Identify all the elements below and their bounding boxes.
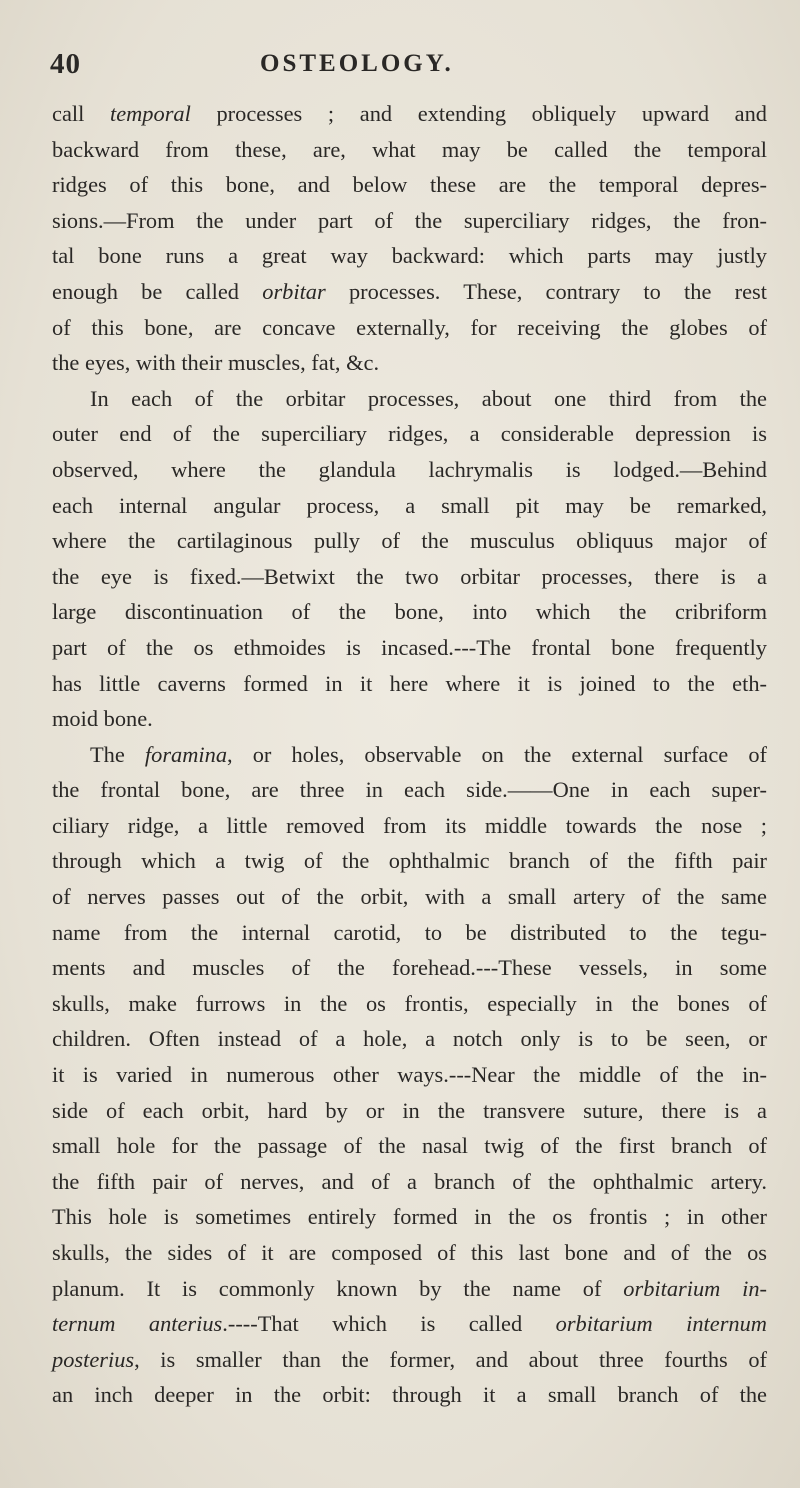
text-line: of this bone, are concave externally, for receiving the globes of [52, 314, 767, 340]
page-header [50, 48, 740, 88]
text-line: the eye is fixed.—Betwixt the two orbitar processes, there is a [52, 563, 767, 589]
text-line: skulls, the sides of it are composed of this last bone and of the os [52, 1240, 767, 1265]
paragraph-temporal-orbitar [52, 96, 767, 381]
text-line: In each of the orbitar processes, about one third from the [90, 385, 767, 411]
text-line: ridges of this bone, and below these are the temporal depres- [52, 172, 767, 198]
text-line: it is varied in numerous other ways.---Near the middle of the in- [52, 1062, 767, 1088]
text-line: This hole is sometimes entirely formed in the os frontis ; in other [52, 1204, 767, 1230]
text-line: skulls, make furrows in the os frontis, especially in the bones of [52, 990, 767, 1016]
text-line: call temporal processes ; and extending obliquely upward and [52, 101, 768, 126]
text-line: has little caverns formed in it here where it is joined to the eth- [52, 670, 767, 696]
text-line: the frontal bone, are three in each side.——One in each super- [52, 777, 767, 803]
text-line: the fifth pair of nerves, and of a branch of the ophthalmic artery. [52, 1168, 767, 1194]
text-line: planum. It is commonly known by the name of orbitarium in- [52, 1275, 768, 1301]
text-line: sions.—From the under part of the superciliary ridges, the fron- [52, 207, 767, 233]
text-line: children. Often instead of a hole, a notch only is to be seen, or [52, 1026, 767, 1052]
text-line: backward from these, are, what may be called the temporal [52, 136, 767, 162]
text-line: through which a twig of the ophthalmic branch of the fifth pair [52, 848, 767, 874]
text-line: name from the internal carotid, to be distributed to the tegu- [52, 919, 767, 945]
text-line: an inch deeper in the orbit: through it a small branch of the [52, 1382, 767, 1408]
running-title: OSTEOLOGY. [260, 50, 454, 77]
text-line: small hole for the passage of the nasal twig of the first branch of [52, 1133, 767, 1159]
text-line: outer end of the superciliary ridges, a considerable depression is [52, 421, 767, 447]
text-line: ments and muscles of the forehead.---These vessels, in some [52, 955, 767, 981]
text-line: posterius, is smaller than the former, and about three fourths of [52, 1346, 767, 1372]
text-line: enough be called orbitar processes. These, contrary to the rest [52, 278, 767, 304]
text-line: large discontinuation of the bone, into which the cribriform [52, 599, 767, 625]
text-line: ternum anterius.----That which is called orbitarium internum [52, 1311, 767, 1337]
text-line: side of each orbit, hard by or in the transvere suture, there is a [52, 1097, 767, 1123]
text-line: The foramina, or holes, observable on the external surface of [90, 741, 767, 767]
text-line: each internal angular process, a small pit may be remarked, [52, 492, 767, 518]
text-line: ciliary ridge, a little removed from its middle towards the nose ; [52, 812, 767, 838]
text-line: of nerves passes out of the orbit, with a small artery of the same [52, 884, 767, 910]
paragraph-foramina [52, 737, 767, 1413]
text-line: tal bone runs a great way backward: which parts may justly [52, 243, 767, 269]
text-line: part of the os ethmoides is incased.---The frontal bone frequently [52, 634, 767, 660]
text-line: where the cartilaginous pully of the musculus obliquus major of [52, 528, 767, 554]
text-line: observed, where the glandula lachrymalis is lodged.—Behind [52, 456, 767, 482]
text-line: the eyes, with their muscles, fat, &c. [52, 350, 380, 376]
page-number: 40 [50, 48, 81, 80]
text-line: moid bone. [52, 706, 153, 732]
paragraph-orbitar-depression [52, 381, 767, 737]
body-text [52, 96, 767, 1413]
